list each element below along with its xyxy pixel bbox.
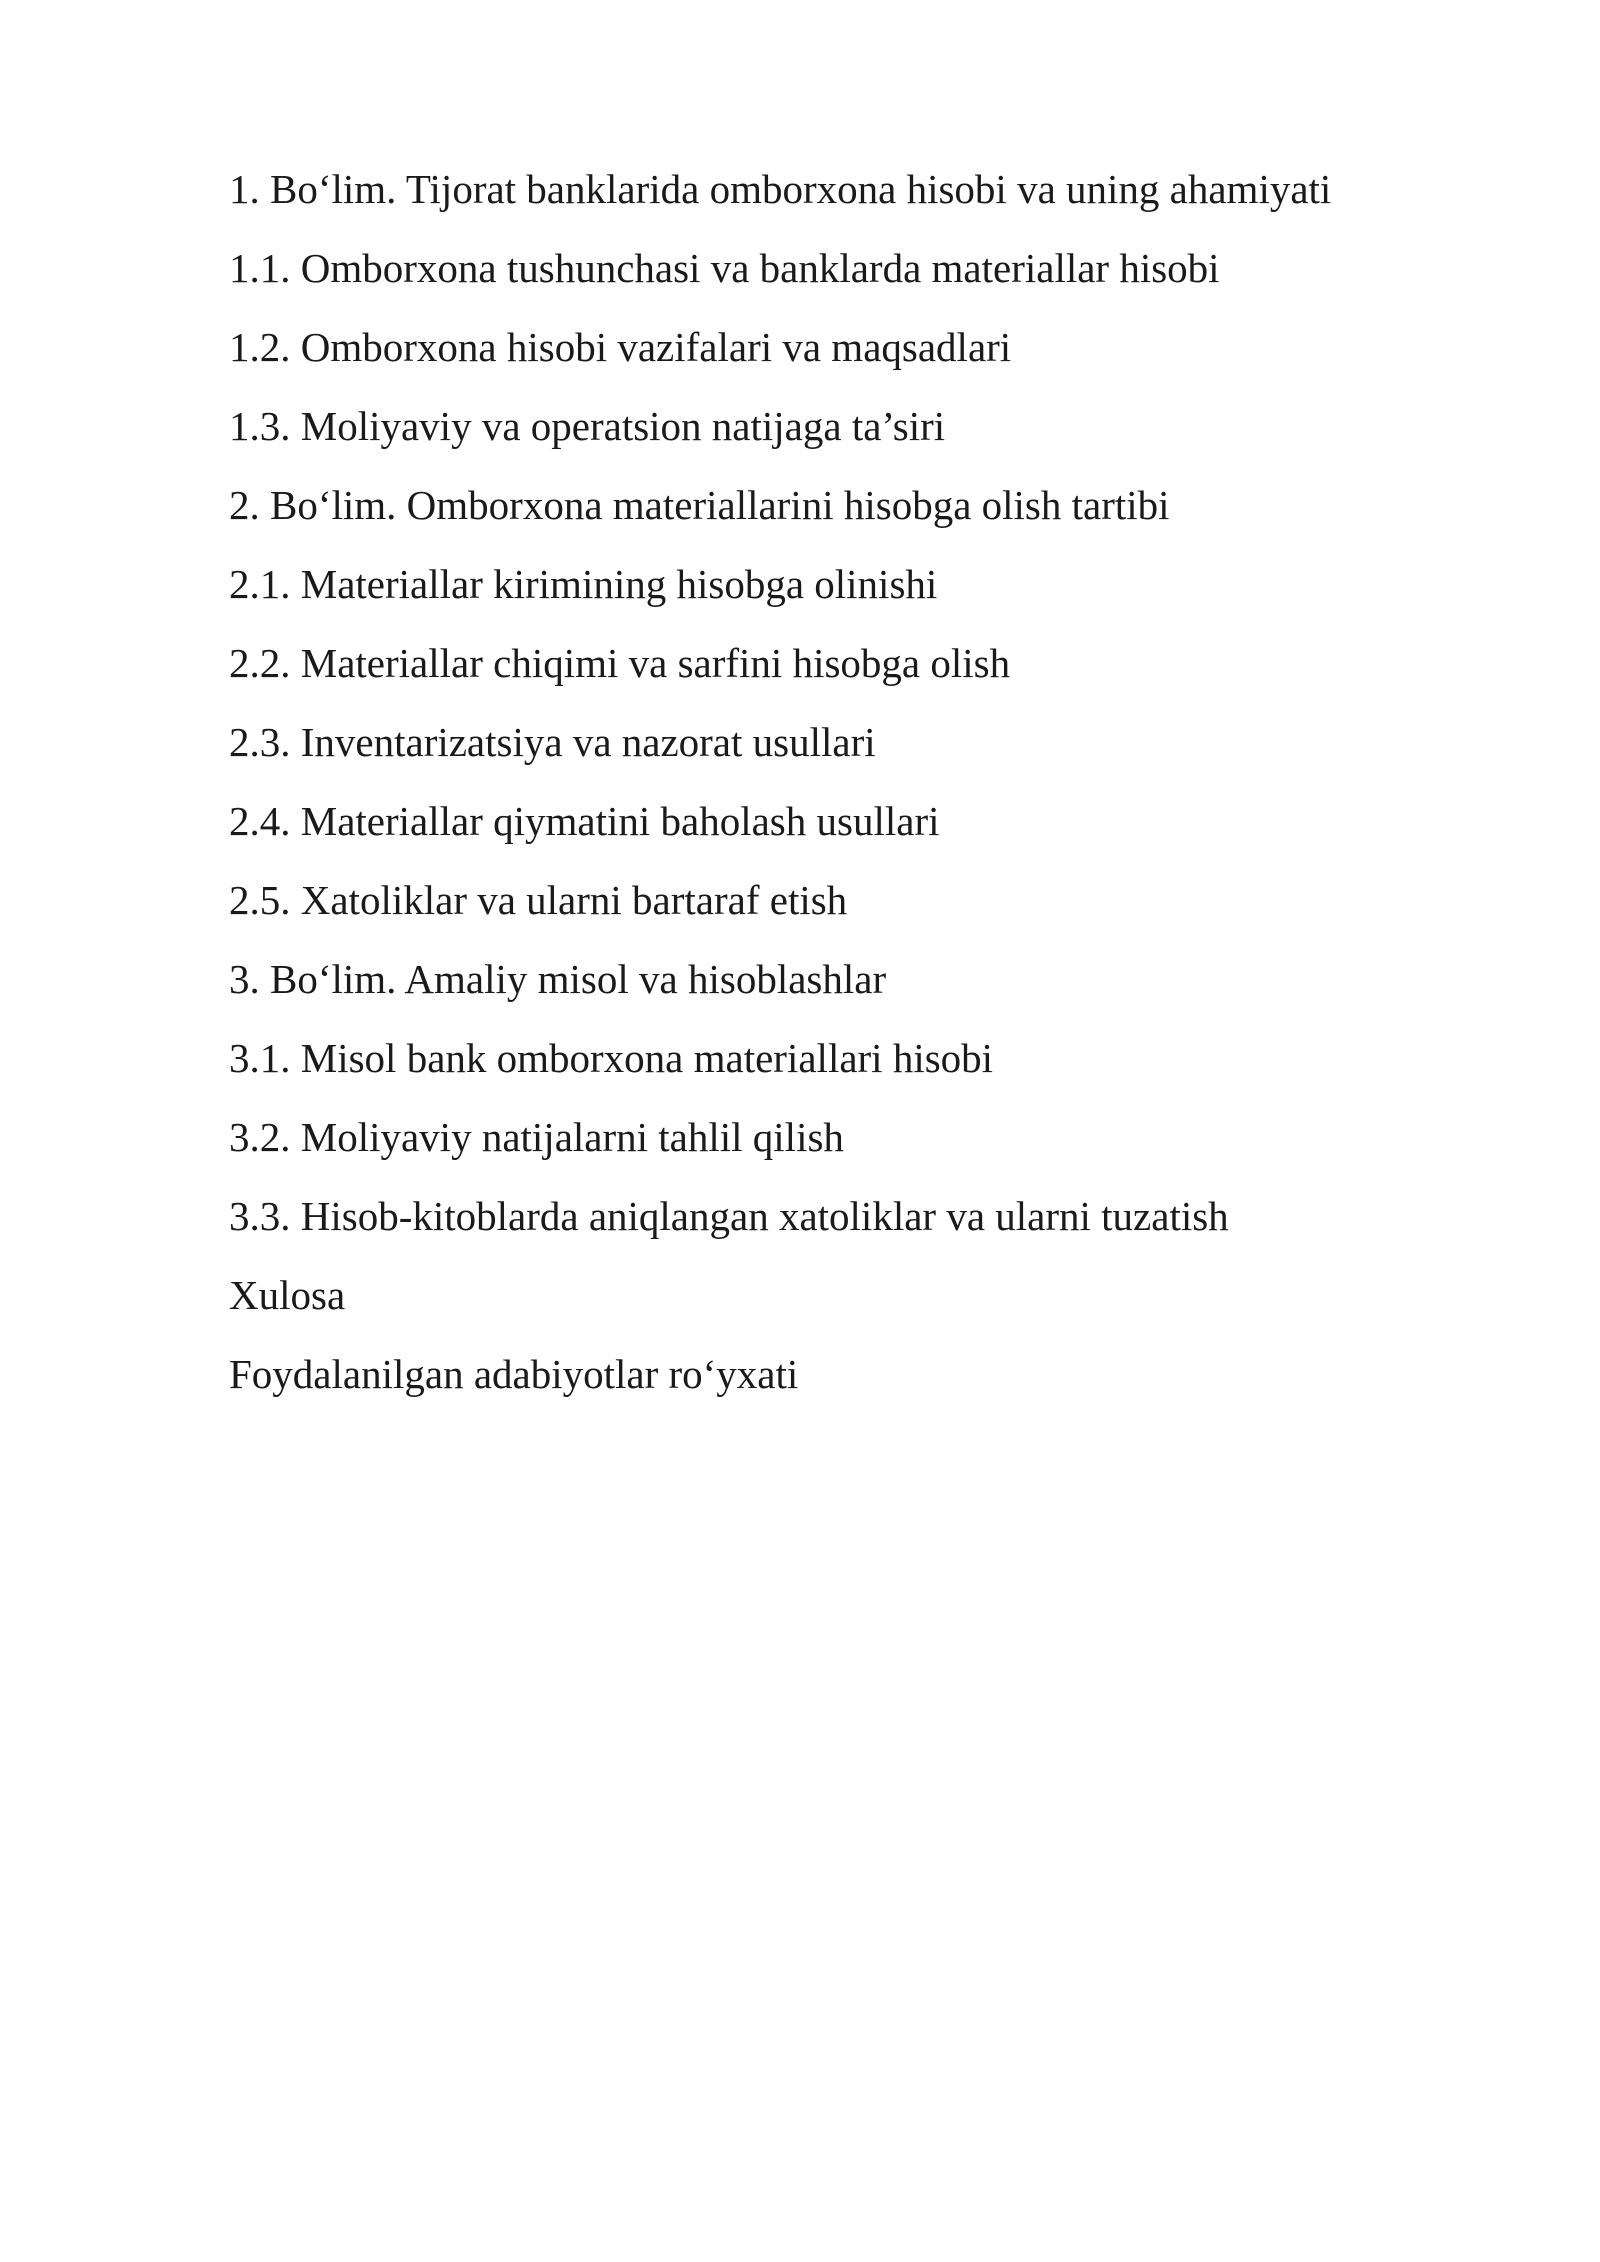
toc-section-2: 2. Bo‘lim. Omborxona materiallarini hisobga olish tartibi	[229, 482, 1170, 528]
toc-subsection-2-2: 2.2. Materiallar chiqimi va sarfini hisobga olish	[229, 640, 1011, 686]
toc-subsection-1-2: 1.2. Omborxona hisobi vazifalari va maqsadlari	[229, 324, 1012, 370]
toc-subsection-2-5: 2.5. Xatoliklar va ularni bartaraf etish	[229, 877, 848, 923]
toc-subsection-1-3: 1.3. Moliyaviy va operatsion natijaga ta’siri	[229, 403, 946, 449]
toc-section-1: 1. Bo‘lim. Tijorat banklarida omborxona hisobi va uning ahamiyati	[229, 166, 1332, 212]
toc-subsection-3-3: 3.3. Hisob-kitoblarda aniqlangan xatoliklar va ularni tuzatish	[229, 1193, 1229, 1239]
toc-conclusion: Xulosa	[229, 1272, 346, 1318]
toc-subsection-2-3: 2.3. Inventarizatsiya va nazorat usullari	[229, 719, 876, 765]
toc-section-3: 3. Bo‘lim. Amaliy misol va hisoblashlar	[229, 956, 887, 1002]
toc-subsection-2-4: 2.4. Materiallar qiymatini baholash usullari	[229, 798, 940, 844]
toc-references: Foydalanilgan adabiyotlar ro‘yxati	[229, 1351, 799, 1397]
toc-subsection-2-1: 2.1. Materiallar kirimining hisobga olinishi	[229, 561, 938, 607]
toc-subsection-1-1: 1.1. Omborxona tushunchasi va banklarda materiallar hisobi	[229, 245, 1220, 291]
table-of-contents	[229, 150, 1529, 1414]
toc-subsection-3-1: 3.1. Misol bank omborxona materiallari hisobi	[229, 1035, 994, 1081]
toc-subsection-3-2: 3.2. Moliyaviy natijalarni tahlil qilish	[229, 1114, 844, 1160]
